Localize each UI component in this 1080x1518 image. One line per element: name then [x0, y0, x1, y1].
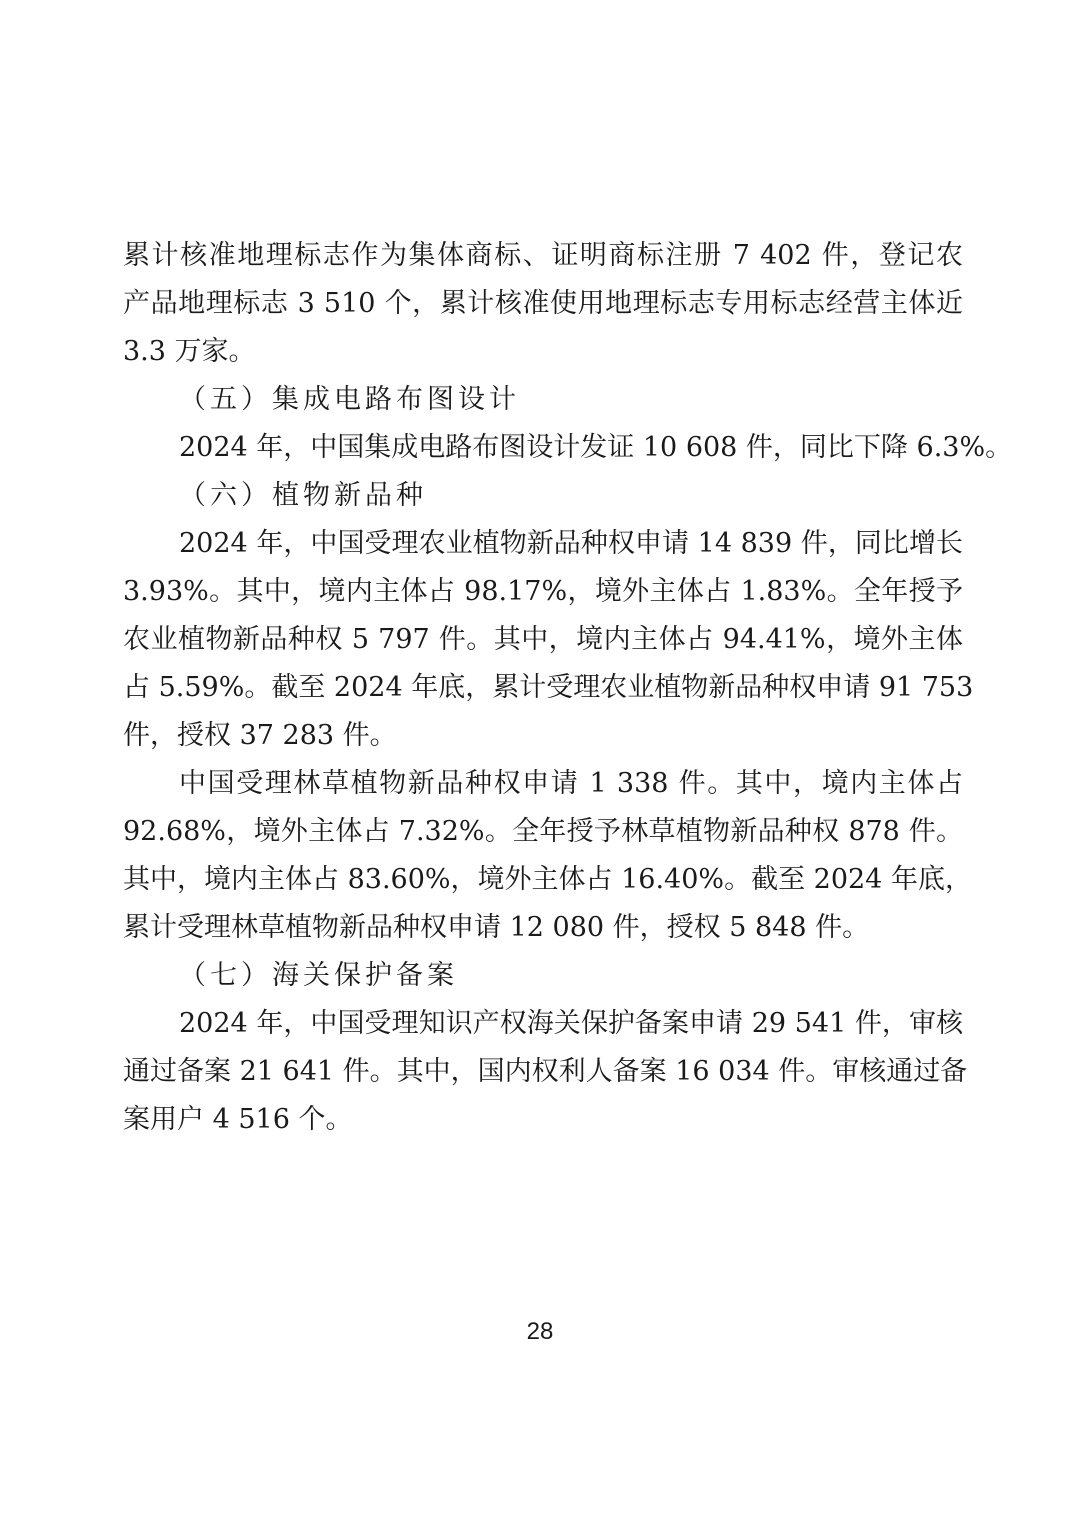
- text-line: 农业植物新品种权 5 797 件。其中，境内主体占 94.41%，境外主体: [123, 624, 963, 655]
- text-line: 累计受理林草植物新品种权申请 12 080 件，授权 5 848 件。: [123, 912, 870, 943]
- paragraph-geo-indication: [123, 232, 963, 376]
- text-line: 累计核准地理标志作为集体商标、证明商标注册 7 402 件，登记农: [123, 240, 963, 271]
- paragraph-customs-protection: [123, 1000, 968, 1144]
- text-line: 3.3 万家。: [123, 336, 256, 367]
- text-line: 通过备案 21 641 件。其中，国内权利人备案 16 034 件。审核通过备: [123, 1056, 968, 1087]
- paragraph-forest-grass-varieties: [123, 760, 972, 952]
- document-body: [123, 232, 1013, 1144]
- section-heading-plant-varieties: （六）植物新品种: [179, 480, 427, 511]
- text-line: 占 5.59%。截至 2024 年底，累计受理农业植物新品种权申请 91 753: [123, 672, 974, 703]
- section-heading-ic-layout: （五）集成电路布图设计: [179, 384, 520, 415]
- text-line: 2024 年，中国受理知识产权海关保护备案申请 29 541 件，审核: [179, 1008, 963, 1039]
- text-line: 案用户 4 516 个。: [123, 1104, 353, 1135]
- paragraph-agricultural-varieties: [123, 520, 974, 760]
- section-heading-customs-protection: （七）海关保护备案: [179, 960, 458, 991]
- text-line: 产品地理标志 3 510 个，累计核准使用地理标志专用标志经营主体近: [123, 288, 963, 319]
- text-line: 2024 年，中国集成电路布图设计发证 10 608 件，同比下降 6.3%。: [179, 432, 1013, 463]
- text-line: 件，授权 37 283 件。: [123, 720, 397, 751]
- paragraph-ic-layout: [123, 424, 1013, 472]
- text-line: 3.93%。其中，境内主体占 98.17%，境外主体占 1.83%。全年授予: [123, 576, 963, 607]
- text-line: 其中，境内主体占 83.60%，境外主体占 16.40%。截至 2024 年底，: [123, 864, 972, 895]
- text-line: 2024 年，中国受理农业植物新品种权申请 14 839 件，同比增长: [179, 528, 963, 559]
- page-number: 28: [526, 1318, 554, 1345]
- text-line: 92.68%，境外主体占 7.32%。全年授予林草植物新品种权 878 件。: [123, 816, 963, 847]
- text-line: 中国受理林草植物新品种权申请 1 338 件。其中，境内主体占: [179, 768, 963, 799]
